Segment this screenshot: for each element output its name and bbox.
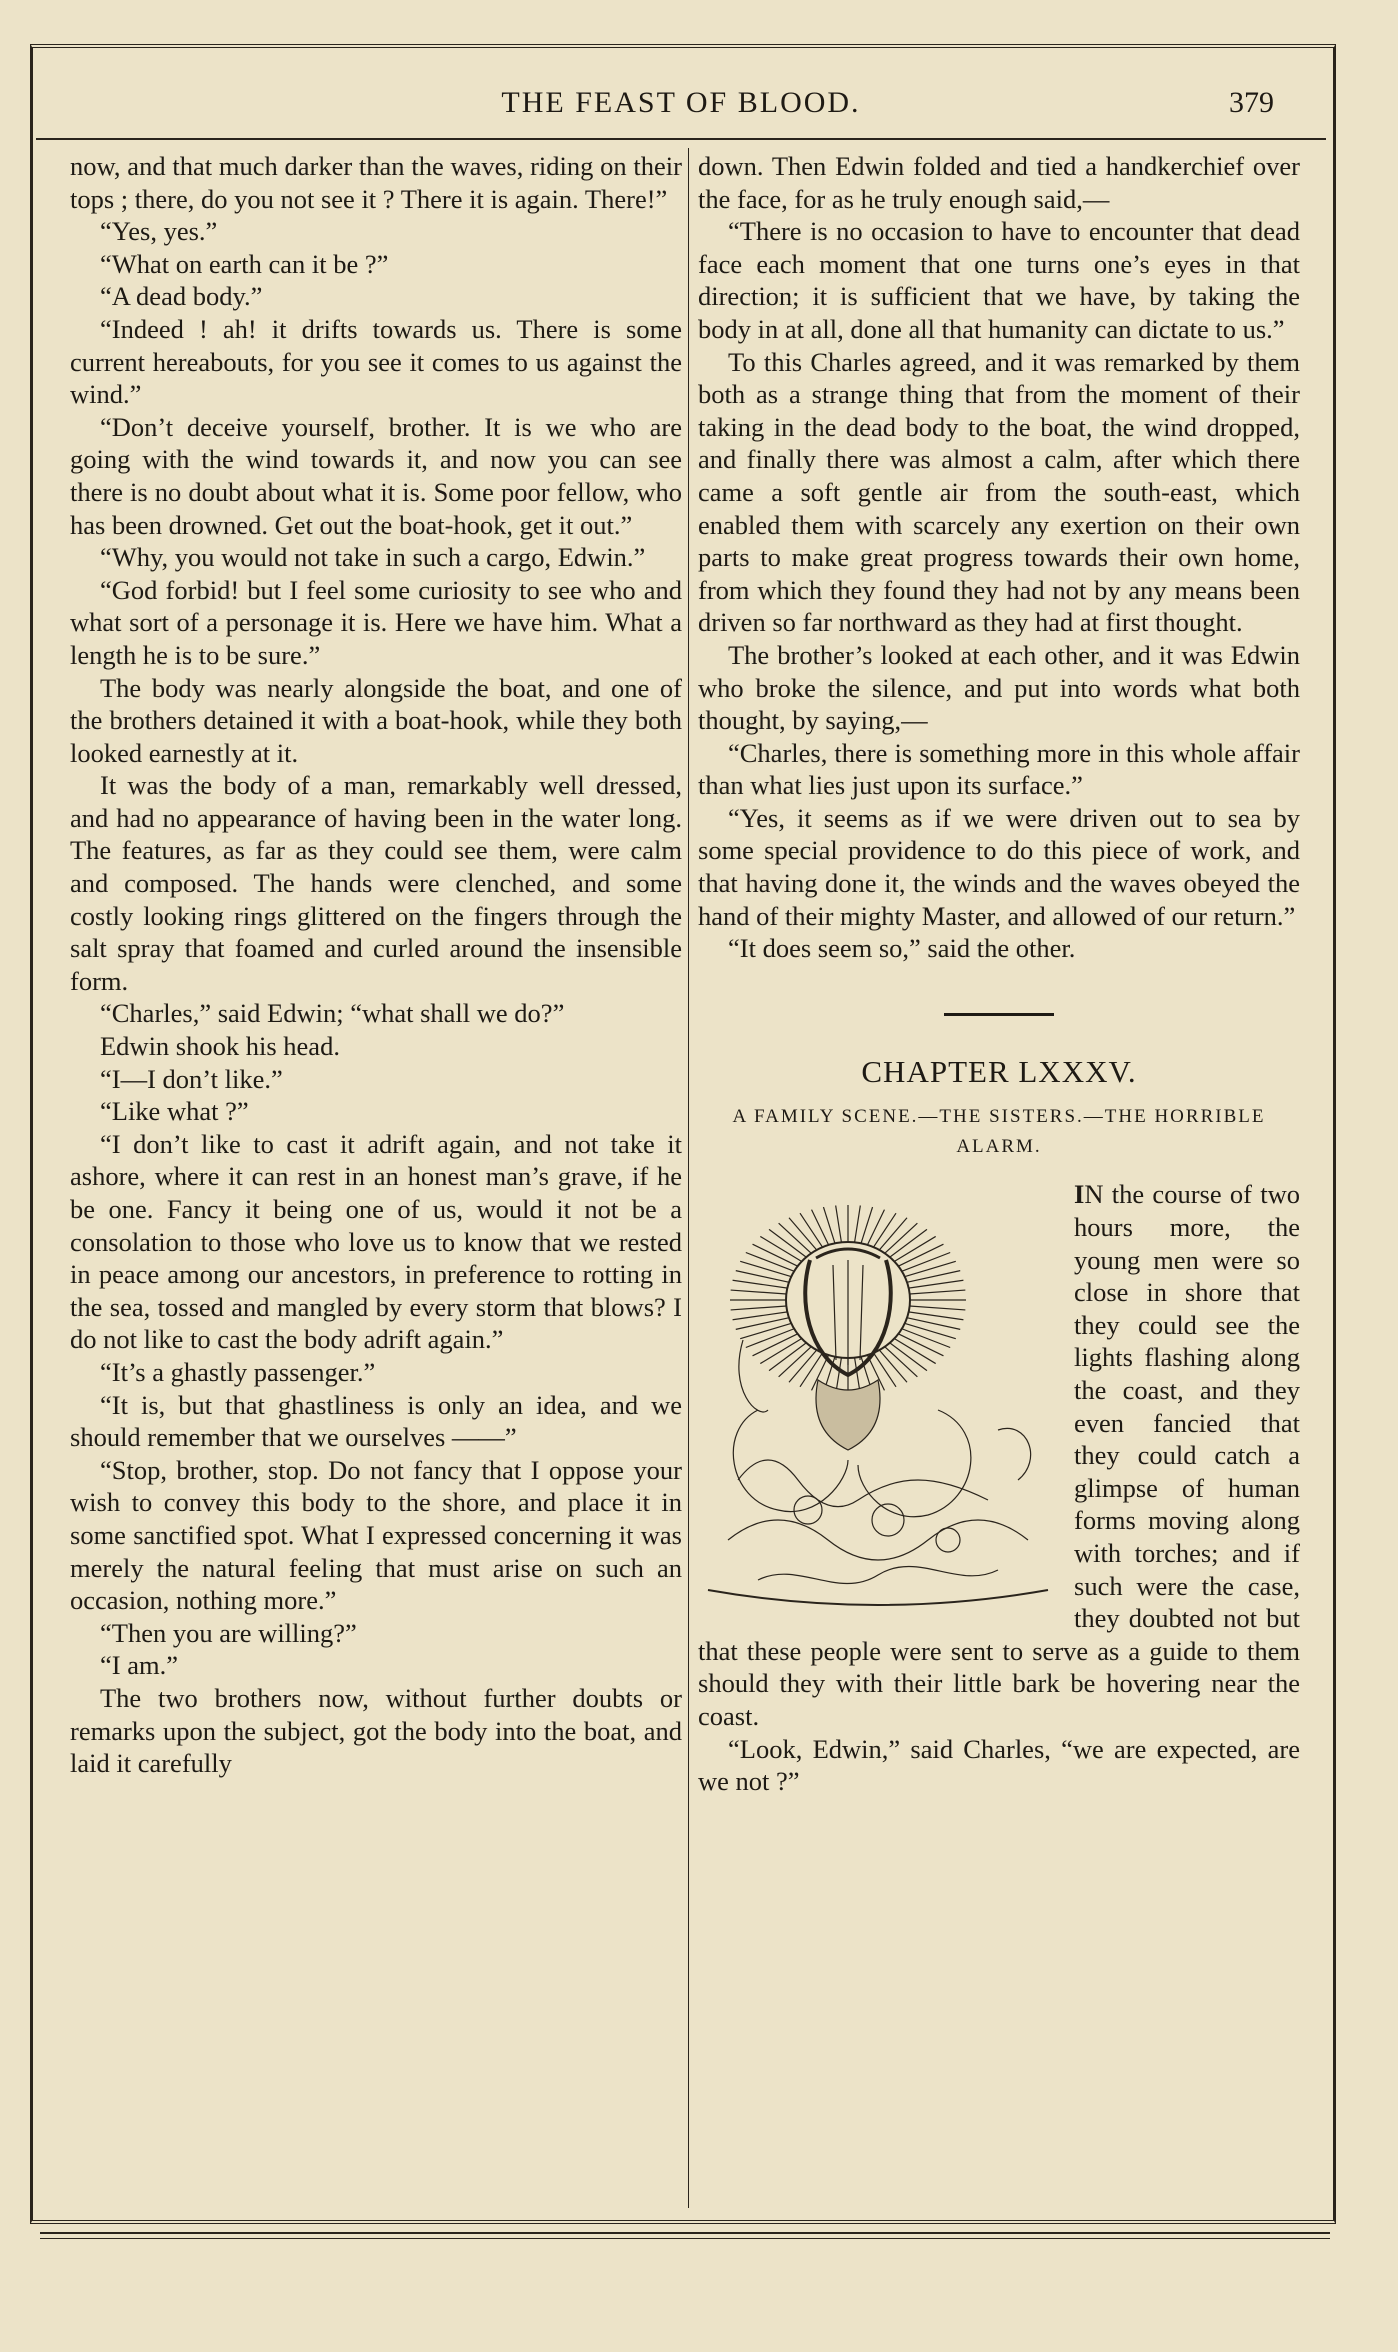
- chapter-subtitle: A FAMILY SCENE.—THE SISTERS.—THE HORRIBLE ALARM.: [732, 1106, 1266, 1158]
- paragraph: “There is no occasion to have to encounter that dead face each moment that one turns one’s eyes in that direction; it is sufficient that we have, by taking the body in at all, done all that humanity can dictate to us.”: [698, 216, 1300, 344]
- paragraph: “I—I don’t like.”: [100, 1063, 283, 1094]
- paragraph: “Like what ?”: [100, 1096, 249, 1127]
- paragraph: “Then you are willing?”: [100, 1617, 357, 1648]
- lyre-sunburst-ornament-icon: [698, 1180, 1060, 1620]
- paragraph: “It’s a ghastly passenger.”: [100, 1356, 376, 1387]
- chapter-opening-text: N the course of two hours more, the young men were so close in shore that they could see the lights flashing along the coast, and they even fancied that they could catch a glimpse of human forms moving along with torches; and if such were the case, they doubted not but that these people were sent to serve as a guide to them should they with their little bark be hovering near the coast.: [698, 1179, 1300, 1731]
- drop-cap: I: [1074, 1179, 1085, 1210]
- running-header: [36, 76, 1326, 140]
- paragraph: It was the body of a man, remarkably well dressed, and had no appearance of having been in the water long. The features, as far as they could see them, were calm and composed. The hands were clenched, and some costly looking rings glittered on the fingers through the salt spray that foamed and curled around the insensible form.: [70, 770, 682, 996]
- paragraph: “I don’t like to cast it adrift again, and not take it ashore, where it can rest in an honest man’s grave, if he be one. Fancy it being one of us, would it not be a consolation to those who love us to know that we rested in peace among our ancestors, in preference to rotting in the sea, tossed and mangled by every storm that blows? I do not like to cast the body adrift again.”: [70, 1128, 682, 1355]
- chapter-opening: [698, 1178, 1300, 1797]
- page-number: 379: [1229, 86, 1274, 119]
- paragraph: “I am.”: [100, 1650, 178, 1681]
- paragraph: “Indeed ! ah! it drifts towards us. There is some current hereabouts, for you see it comes to us against the wind.”: [70, 313, 682, 410]
- paragraph: now, and that much darker than the waves, riding on their tops ; there, do you not see it ? There it is again. There!”: [70, 151, 682, 214]
- paragraph: Edwin shook his head.: [100, 1031, 340, 1062]
- paragraph: “God forbid! but I feel some curiosity to see who and what sort of a personage it is. Here we have him. What a length he is to be sure.”: [70, 574, 682, 670]
- paragraph: down. Then Edwin folded and tied a handkerchief over the face, for as he truly enough said,—: [698, 151, 1300, 214]
- paragraph: “Charles,” said Edwin; “what shall we do?”: [100, 998, 565, 1029]
- chapter-last-paragraph: “Look, Edwin,” said Charles, “we are expected, are we not ?”: [698, 1733, 1300, 1797]
- left-column: [70, 150, 682, 1780]
- paragraph: “A dead body.”: [100, 281, 263, 312]
- chapter-title: CHAPTER LXXXV.: [861, 1053, 1137, 1089]
- paragraph: “Why, you would not take in such a cargo, Edwin.”: [100, 542, 646, 573]
- paragraph: The body was nearly alongside the boat, and one of the brothers detained it with a boat-hook, while they both looked earnestly at it.: [70, 672, 682, 768]
- paragraph: “Yes, yes.”: [100, 216, 218, 247]
- right-column: [698, 150, 1300, 1798]
- right-column-paragraphs: [698, 150, 1300, 965]
- paragraph: “Don’t deceive yourself, brother. It is we who are going with the wind towards it, and now you can see there is no doubt about what it is. Some poor fellow, who has been drowned. Get out the boat-hook, get it out.”: [70, 411, 682, 540]
- column-divider: [688, 148, 689, 2208]
- paragraph: “It is, but that ghastliness is only an idea, and we should remember that we ourselves ——”: [70, 1389, 682, 1453]
- running-title: THE FEAST OF BLOOD.: [501, 86, 861, 119]
- paragraph: The brother’s looked at each other, and it was Edwin who broke the silence, and put into words what both thought, by saying,—: [698, 639, 1300, 736]
- paragraph: “It does seem so,” said the other.: [728, 933, 1076, 964]
- paragraph: “Yes, it seems as if we were driven out to sea by some special providence to do this piece of work, and that having done it, the winds and the waves obeyed the hand of their mighty Master, and allowed of our return.”: [698, 802, 1300, 931]
- paragraph: “What on earth can it be ?”: [100, 248, 389, 279]
- paragraph: “Charles, there is something more in this whole affair than what lies just upon its surface.”: [698, 737, 1300, 801]
- paragraph: To this Charles agreed, and it was remarked by them both as a strange thing that from the moment of their taking in the dead body to the boat, the wind dropped, and finally there was almost a calm, after which there came a soft gentle air from the south-east, which enabled them with scarcely any exertion on their own parts to make great progress towards their own home, from which they found they had not by any means been driven so far northward as they had at first thought.: [698, 346, 1300, 638]
- paragraph: The two brothers now, without further doubts or remarks upon the subject, got the body into the boat, and laid it carefully: [70, 1682, 682, 1779]
- chapter-rule: [944, 1013, 1054, 1016]
- paragraph: “Stop, brother, stop. Do not fancy that I oppose your wish to convey this body to the shore, and place it in some sanctified spot. What I expressed concerning it was merely the natural feeling that must arise on such an occasion, nothing more.”: [70, 1454, 682, 1616]
- bottom-rule: [40, 2232, 1330, 2239]
